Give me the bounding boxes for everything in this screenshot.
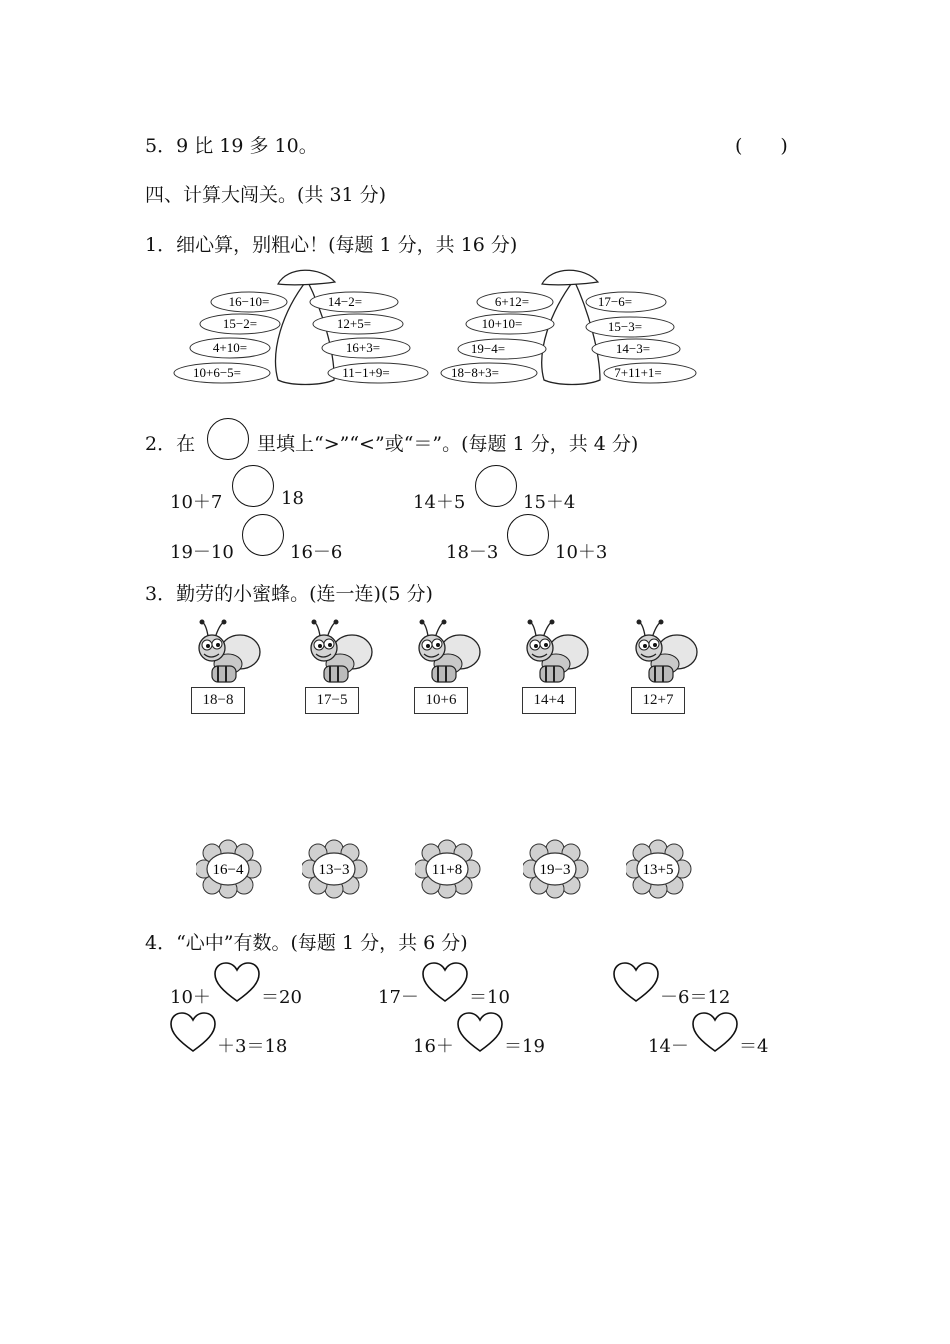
flower-expression-label[interactable]: 16−4 [212,862,244,878]
heart-eq-before: 16＋ [413,1036,454,1057]
part-1-title: 1．细心算，别粗心！(每题 1 分，共 16 分) [145,234,518,256]
right-fan-item: 15−3= [607,319,643,334]
right-peacock-figure [441,270,696,384]
compare-answer-circle[interactable] [475,465,517,507]
bee-icon [302,618,377,688]
heart-answer-icon[interactable] [213,961,261,1003]
right-fan-item: 19−4= [470,341,506,356]
left-fan-item: 14−2= [327,294,363,309]
compare-right: 10＋3 [555,542,608,563]
heart-answer-icon[interactable] [421,961,469,1003]
left-fan-item: 16+3= [345,340,381,355]
flower-icon [196,839,262,901]
bee-expression-label[interactable]: 14+4 [522,687,576,714]
heart-eq-after: －6＝12 [660,987,731,1008]
flower-expression-label[interactable]: 13−3 [318,862,350,878]
heart-eq-after: ＝10 [469,987,510,1008]
right-fan-item: 6+12= [494,294,530,309]
example-circle-icon [207,418,249,460]
right-fan-item: 18−8+3= [451,365,499,380]
compare-answer-circle[interactable] [232,465,274,507]
bee-expression-label[interactable]: 18−8 [191,687,245,714]
bee-expression-label[interactable]: 12+7 [631,687,685,714]
flower-icon [415,839,481,901]
left-peacock-figure [174,270,428,384]
right-fan-item: 14−3= [615,341,651,356]
right-fan-item: 17−6= [597,294,633,309]
left-fan-item: 16−10= [228,294,270,309]
heart-eq-after: ＝19 [504,1036,545,1057]
left-fan-item: 4+10= [212,340,248,355]
heart-answer-icon[interactable] [691,1011,739,1053]
compare-answer-circle[interactable] [507,514,549,556]
flower-expression-label[interactable]: 11+8 [431,862,463,878]
right-fan-item: 7+11+1= [614,365,662,380]
compare-left: 14＋5 [413,492,466,513]
bee-icon [410,618,485,688]
flower-icon [626,839,692,901]
heart-eq-after: ＝20 [261,987,302,1008]
compare-left: 19－10 [170,542,234,563]
heart-eq-before: 14－ [648,1036,689,1057]
left-fan-item: 10+6−5= [193,365,241,380]
bee-icon [627,618,702,688]
compare-left: 10＋7 [170,492,223,513]
part-2-title-b: 里填上“>”“<”或“＝”。(每题 1 分，共 4 分) [257,433,639,455]
left-fan-item: 11−1+9= [342,365,390,380]
compare-left: 18－3 [446,542,499,563]
part-2-title-a: 2．在 [145,433,196,455]
flower-expression-label[interactable]: 19−3 [539,862,571,878]
compare-right: 16－6 [290,542,343,563]
bee-icon [518,618,593,688]
right-fan-item: 10+10= [481,316,523,331]
peacock-head-right [542,270,598,285]
heart-eq-before: 17－ [378,987,419,1008]
section-4-title: 四、计算大闯关。(共 31 分) [145,184,387,206]
part-4-title: 4．“心中”有数。(每题 1 分，共 6 分) [145,932,468,954]
answer-parentheses[interactable]: ( ) [735,135,788,157]
heart-eq-after: ＋3＝18 [217,1036,288,1057]
compare-right: 15＋4 [523,492,576,513]
heart-answer-icon[interactable] [169,1011,217,1053]
peacock-head-left [278,270,335,285]
part-3-title: 3．勤劳的小蜜蜂。(连一连)(5 分) [145,583,433,605]
heart-answer-icon[interactable] [456,1011,504,1053]
flower-icon [302,839,368,901]
bee-expression-label[interactable]: 10+6 [414,687,468,714]
flower-icon [523,839,589,901]
left-fan-item: 12+5= [336,316,372,331]
question-5-text: 5．9 比 19 多 10。 [145,135,318,157]
peacock-calculation-figure [170,262,710,392]
bee-expression-label[interactable]: 17−5 [305,687,359,714]
left-fan-item: 15−2= [222,316,258,331]
flower-expression-label[interactable]: 13+5 [642,862,674,878]
heart-eq-after: ＝4 [739,1036,769,1057]
heart-answer-icon[interactable] [612,961,660,1003]
bee-icon [190,618,265,688]
heart-eq-before: 10＋ [170,987,211,1008]
compare-answer-circle[interactable] [242,514,284,556]
compare-right: 18 [281,488,304,509]
